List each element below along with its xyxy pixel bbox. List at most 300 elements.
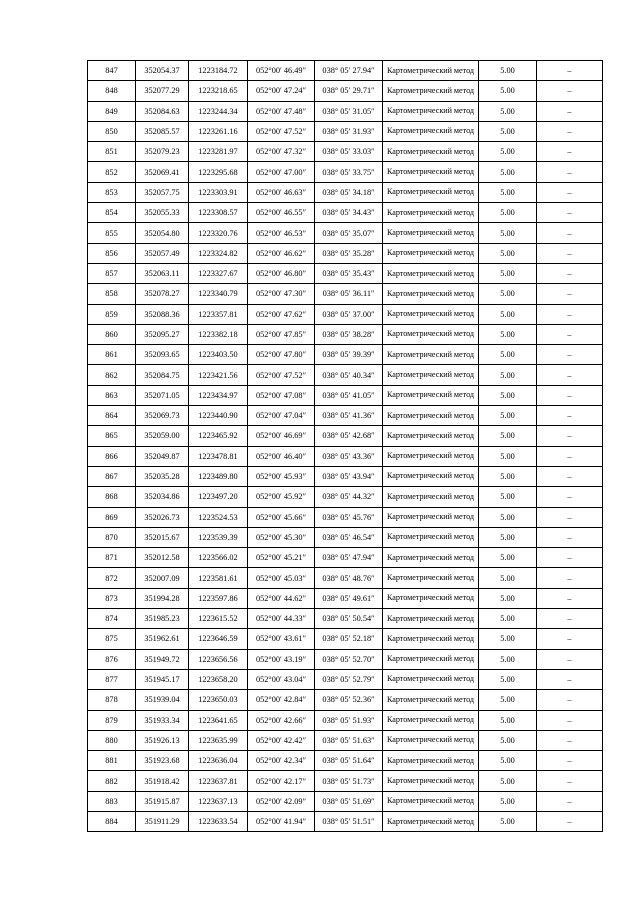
latitude-cell: 052°00′ 42.66″ (248, 710, 315, 730)
longitude-cell: 038° 05′ 31.05″ (315, 101, 383, 121)
table-row (88, 527, 603, 547)
point-number-cell: 854 (88, 203, 136, 223)
method-cell: Картометрический метод (383, 710, 479, 730)
table-row (88, 669, 603, 689)
x-coordinate-cell: 352054.37 (136, 61, 189, 81)
point-number-cell: 857 (88, 263, 136, 283)
note-cell: – (537, 771, 603, 791)
x-coordinate-cell: 351911.29 (136, 811, 189, 831)
latitude-cell: 052°00′ 47.30″ (248, 284, 315, 304)
precision-cell: 5.00 (479, 121, 537, 141)
latitude-cell: 052°00′ 45.21″ (248, 548, 315, 568)
table-row (88, 751, 603, 771)
table-row (88, 243, 603, 263)
coordinates-table (87, 60, 603, 832)
precision-cell: 5.00 (479, 629, 537, 649)
table-row (88, 690, 603, 710)
method-cell: Картометрический метод (383, 243, 479, 263)
note-cell: – (537, 426, 603, 446)
precision-cell: 5.00 (479, 527, 537, 547)
latitude-cell: 052°00′ 47.08″ (248, 385, 315, 405)
table-row (88, 649, 603, 669)
longitude-cell: 038° 05′ 41.05″ (315, 385, 383, 405)
point-number-cell: 850 (88, 121, 136, 141)
latitude-cell: 052°00′ 47.24″ (248, 81, 315, 101)
longitude-cell: 038° 05′ 50.54″ (315, 609, 383, 629)
table-row (88, 142, 603, 162)
latitude-cell: 052°00′ 43.19″ (248, 649, 315, 669)
longitude-cell: 038° 05′ 51.63″ (315, 730, 383, 750)
longitude-cell: 038° 05′ 35.07″ (315, 223, 383, 243)
x-coordinate-cell: 352084.75 (136, 365, 189, 385)
point-number-cell: 872 (88, 568, 136, 588)
precision-cell: 5.00 (479, 406, 537, 426)
x-coordinate-cell: 351918.42 (136, 771, 189, 791)
table-row (88, 771, 603, 791)
x-coordinate-cell: 351915.87 (136, 791, 189, 811)
note-cell: – (537, 345, 603, 365)
point-number-cell: 852 (88, 162, 136, 182)
method-cell: Картометрический метод (383, 649, 479, 669)
precision-cell: 5.00 (479, 324, 537, 344)
note-cell: – (537, 203, 603, 223)
table-row (88, 223, 603, 243)
longitude-cell: 038° 05′ 45.76″ (315, 507, 383, 527)
note-cell: – (537, 243, 603, 263)
x-coordinate-cell: 352057.75 (136, 182, 189, 202)
x-coordinate-cell: 352085.57 (136, 121, 189, 141)
note-cell: – (537, 527, 603, 547)
latitude-cell: 052°00′ 46.40″ (248, 446, 315, 466)
precision-cell: 5.00 (479, 61, 537, 81)
method-cell: Картометрический метод (383, 223, 479, 243)
longitude-cell: 038° 05′ 47.94″ (315, 548, 383, 568)
longitude-cell: 038° 05′ 27.94″ (315, 61, 383, 81)
latitude-cell: 052°00′ 44.33″ (248, 609, 315, 629)
x-coordinate-cell: 351926.13 (136, 730, 189, 750)
y-coordinate-cell: 1223656.56 (189, 649, 248, 669)
method-cell: Картометрический метод (383, 771, 479, 791)
method-cell: Картометрический метод (383, 507, 479, 527)
x-coordinate-cell: 352015.67 (136, 527, 189, 547)
x-coordinate-cell: 351949.72 (136, 649, 189, 669)
x-coordinate-cell: 351933.34 (136, 710, 189, 730)
latitude-cell: 052°00′ 46.69″ (248, 426, 315, 446)
y-coordinate-cell: 1223636.04 (189, 751, 248, 771)
method-cell: Картометрический метод (383, 527, 479, 547)
x-coordinate-cell: 352078.27 (136, 284, 189, 304)
method-cell: Картометрический метод (383, 162, 479, 182)
note-cell: – (537, 487, 603, 507)
method-cell: Картометрический метод (383, 101, 479, 121)
precision-cell: 5.00 (479, 466, 537, 486)
table-row (88, 304, 603, 324)
longitude-cell: 038° 05′ 42.68″ (315, 426, 383, 446)
note-cell: – (537, 365, 603, 385)
y-coordinate-cell: 1223340.79 (189, 284, 248, 304)
table-row (88, 263, 603, 283)
method-cell: Картометрический метод (383, 81, 479, 101)
y-coordinate-cell: 1223635.99 (189, 730, 248, 750)
precision-cell: 5.00 (479, 243, 537, 263)
table-row (88, 568, 603, 588)
latitude-cell: 052°00′ 47.04″ (248, 406, 315, 426)
x-coordinate-cell: 352095.27 (136, 324, 189, 344)
point-number-cell: 849 (88, 101, 136, 121)
y-coordinate-cell: 1223637.81 (189, 771, 248, 791)
method-cell: Картометрический метод (383, 791, 479, 811)
longitude-cell: 038° 05′ 38.28″ (315, 324, 383, 344)
longitude-cell: 038° 05′ 39.39″ (315, 345, 383, 365)
y-coordinate-cell: 1223357.81 (189, 304, 248, 324)
note-cell: – (537, 690, 603, 710)
x-coordinate-cell: 351994.28 (136, 588, 189, 608)
point-number-cell: 874 (88, 609, 136, 629)
precision-cell: 5.00 (479, 568, 537, 588)
latitude-cell: 052°00′ 46.63″ (248, 182, 315, 202)
point-number-cell: 863 (88, 385, 136, 405)
method-cell: Картометрический метод (383, 142, 479, 162)
method-cell: Картометрический метод (383, 121, 479, 141)
table-row (88, 446, 603, 466)
x-coordinate-cell: 352007.09 (136, 568, 189, 588)
table-row (88, 466, 603, 486)
y-coordinate-cell: 1223597.86 (189, 588, 248, 608)
x-coordinate-cell: 352063.11 (136, 263, 189, 283)
latitude-cell: 052°00′ 42.09″ (248, 791, 315, 811)
table-row (88, 203, 603, 223)
precision-cell: 5.00 (479, 304, 537, 324)
latitude-cell: 052°00′ 44.62″ (248, 588, 315, 608)
table-row (88, 588, 603, 608)
precision-cell: 5.00 (479, 142, 537, 162)
point-number-cell: 873 (88, 588, 136, 608)
x-coordinate-cell: 352035.28 (136, 466, 189, 486)
point-number-cell: 847 (88, 61, 136, 81)
y-coordinate-cell: 1223615.52 (189, 609, 248, 629)
table-row (88, 365, 603, 385)
y-coordinate-cell: 1223218.65 (189, 81, 248, 101)
y-coordinate-cell: 1223434.97 (189, 385, 248, 405)
point-number-cell: 862 (88, 365, 136, 385)
longitude-cell: 038° 05′ 29.71″ (315, 81, 383, 101)
table-row (88, 345, 603, 365)
point-number-cell: 851 (88, 142, 136, 162)
precision-cell: 5.00 (479, 203, 537, 223)
method-cell: Картометрический метод (383, 304, 479, 324)
note-cell: – (537, 324, 603, 344)
note-cell: – (537, 791, 603, 811)
longitude-cell: 038° 05′ 34.18″ (315, 182, 383, 202)
latitude-cell: 052°00′ 43.61″ (248, 629, 315, 649)
x-coordinate-cell: 352071.05 (136, 385, 189, 405)
latitude-cell: 052°00′ 47.80″ (248, 345, 315, 365)
x-coordinate-cell: 352069.73 (136, 406, 189, 426)
note-cell: – (537, 263, 603, 283)
precision-cell: 5.00 (479, 263, 537, 283)
point-number-cell: 878 (88, 690, 136, 710)
x-coordinate-cell: 352077.29 (136, 81, 189, 101)
point-number-cell: 870 (88, 527, 136, 547)
note-cell: – (537, 284, 603, 304)
x-coordinate-cell: 351945.17 (136, 669, 189, 689)
precision-cell: 5.00 (479, 669, 537, 689)
note-cell: – (537, 751, 603, 771)
method-cell: Картометрический метод (383, 466, 479, 486)
x-coordinate-cell: 352093.65 (136, 345, 189, 365)
point-number-cell: 859 (88, 304, 136, 324)
y-coordinate-cell: 1223261.16 (189, 121, 248, 141)
y-coordinate-cell: 1223650.03 (189, 690, 248, 710)
x-coordinate-cell: 352049.87 (136, 446, 189, 466)
precision-cell: 5.00 (479, 690, 537, 710)
y-coordinate-cell: 1223440.90 (189, 406, 248, 426)
note-cell: – (537, 101, 603, 121)
longitude-cell: 038° 05′ 51.93″ (315, 710, 383, 730)
precision-cell: 5.00 (479, 609, 537, 629)
table-row (88, 101, 603, 121)
longitude-cell: 038° 05′ 48.76″ (315, 568, 383, 588)
method-cell: Картометрический метод (383, 406, 479, 426)
longitude-cell: 038° 05′ 33.03″ (315, 142, 383, 162)
latitude-cell: 052°00′ 45.92″ (248, 487, 315, 507)
y-coordinate-cell: 1223184.72 (189, 61, 248, 81)
table-row (88, 385, 603, 405)
point-number-cell: 879 (88, 710, 136, 730)
y-coordinate-cell: 1223658.20 (189, 669, 248, 689)
x-coordinate-cell: 352012.58 (136, 548, 189, 568)
longitude-cell: 038° 05′ 41.36″ (315, 406, 383, 426)
precision-cell: 5.00 (479, 771, 537, 791)
method-cell: Картометрический метод (383, 690, 479, 710)
method-cell: Картометрический метод (383, 609, 479, 629)
precision-cell: 5.00 (479, 426, 537, 446)
latitude-cell: 052°00′ 41.94″ (248, 811, 315, 831)
latitude-cell: 052°00′ 47.00″ (248, 162, 315, 182)
precision-cell: 5.00 (479, 588, 537, 608)
latitude-cell: 052°00′ 46.62″ (248, 243, 315, 263)
method-cell: Картометрический метод (383, 182, 479, 202)
longitude-cell: 038° 05′ 34.43″ (315, 203, 383, 223)
latitude-cell: 052°00′ 45.66″ (248, 507, 315, 527)
point-number-cell: 865 (88, 426, 136, 446)
y-coordinate-cell: 1223489.80 (189, 466, 248, 486)
latitude-cell: 052°00′ 47.52″ (248, 365, 315, 385)
table-row (88, 121, 603, 141)
latitude-cell: 052°00′ 45.30″ (248, 527, 315, 547)
point-number-cell: 867 (88, 466, 136, 486)
point-number-cell: 877 (88, 669, 136, 689)
point-number-cell: 858 (88, 284, 136, 304)
x-coordinate-cell: 352084.63 (136, 101, 189, 121)
table-row (88, 61, 603, 81)
point-number-cell: 864 (88, 406, 136, 426)
precision-cell: 5.00 (479, 101, 537, 121)
longitude-cell: 038° 05′ 52.18″ (315, 629, 383, 649)
longitude-cell: 038° 05′ 49.61″ (315, 588, 383, 608)
longitude-cell: 038° 05′ 36.11″ (315, 284, 383, 304)
precision-cell: 5.00 (479, 811, 537, 831)
note-cell: – (537, 142, 603, 162)
point-number-cell: 869 (88, 507, 136, 527)
note-cell: – (537, 669, 603, 689)
longitude-cell: 038° 05′ 46.54″ (315, 527, 383, 547)
note-cell: – (537, 121, 603, 141)
point-number-cell: 853 (88, 182, 136, 202)
precision-cell: 5.00 (479, 182, 537, 202)
longitude-cell: 038° 05′ 31.93″ (315, 121, 383, 141)
x-coordinate-cell: 351962.61 (136, 629, 189, 649)
precision-cell: 5.00 (479, 507, 537, 527)
method-cell: Картометрический метод (383, 426, 479, 446)
y-coordinate-cell: 1223421.56 (189, 365, 248, 385)
y-coordinate-cell: 1223320.76 (189, 223, 248, 243)
method-cell: Картометрический метод (383, 365, 479, 385)
table-row (88, 629, 603, 649)
method-cell: Картометрический метод (383, 61, 479, 81)
latitude-cell: 052°00′ 42.84″ (248, 690, 315, 710)
method-cell: Картометрический метод (383, 284, 479, 304)
longitude-cell: 038° 05′ 51.73″ (315, 771, 383, 791)
precision-cell: 5.00 (479, 162, 537, 182)
longitude-cell: 038° 05′ 51.69″ (315, 791, 383, 811)
note-cell: – (537, 507, 603, 527)
note-cell: – (537, 548, 603, 568)
method-cell: Картометрический метод (383, 568, 479, 588)
longitude-cell: 038° 05′ 43.94″ (315, 466, 383, 486)
note-cell: – (537, 710, 603, 730)
latitude-cell: 052°00′ 42.17″ (248, 771, 315, 791)
table-row (88, 811, 603, 831)
y-coordinate-cell: 1223382.18 (189, 324, 248, 344)
table-row (88, 324, 603, 344)
precision-cell: 5.00 (479, 81, 537, 101)
latitude-cell: 052°00′ 47.48″ (248, 101, 315, 121)
longitude-cell: 038° 05′ 37.00″ (315, 304, 383, 324)
note-cell: – (537, 609, 603, 629)
precision-cell: 5.00 (479, 649, 537, 669)
x-coordinate-cell: 351985.23 (136, 609, 189, 629)
point-number-cell: 855 (88, 223, 136, 243)
note-cell: – (537, 446, 603, 466)
y-coordinate-cell: 1223308.57 (189, 203, 248, 223)
table-row (88, 284, 603, 304)
point-number-cell: 860 (88, 324, 136, 344)
method-cell: Картометрический метод (383, 345, 479, 365)
table-row (88, 730, 603, 750)
y-coordinate-cell: 1223327.67 (189, 263, 248, 283)
y-coordinate-cell: 1223524.53 (189, 507, 248, 527)
precision-cell: 5.00 (479, 365, 537, 385)
note-cell: – (537, 81, 603, 101)
longitude-cell: 038° 05′ 35.43″ (315, 263, 383, 283)
method-cell: Картометрический метод (383, 811, 479, 831)
point-number-cell: 884 (88, 811, 136, 831)
method-cell: Картометрический метод (383, 385, 479, 405)
y-coordinate-cell: 1223497.20 (189, 487, 248, 507)
table-row (88, 487, 603, 507)
table-row (88, 548, 603, 568)
x-coordinate-cell: 352034.86 (136, 487, 189, 507)
method-cell: Картометрический метод (383, 203, 479, 223)
longitude-cell: 038° 05′ 33.75″ (315, 162, 383, 182)
method-cell: Картометрический метод (383, 446, 479, 466)
precision-cell: 5.00 (479, 548, 537, 568)
longitude-cell: 038° 05′ 51.64″ (315, 751, 383, 771)
table-row (88, 182, 603, 202)
note-cell: – (537, 588, 603, 608)
longitude-cell: 038° 05′ 40.34″ (315, 365, 383, 385)
longitude-cell: 038° 05′ 52.79″ (315, 669, 383, 689)
point-number-cell: 880 (88, 730, 136, 750)
precision-cell: 5.00 (479, 487, 537, 507)
point-number-cell: 861 (88, 345, 136, 365)
point-number-cell: 881 (88, 751, 136, 771)
y-coordinate-cell: 1223303.91 (189, 182, 248, 202)
latitude-cell: 052°00′ 46.55″ (248, 203, 315, 223)
latitude-cell: 052°00′ 43.04″ (248, 669, 315, 689)
latitude-cell: 052°00′ 47.62″ (248, 304, 315, 324)
latitude-cell: 052°00′ 46.53″ (248, 223, 315, 243)
point-number-cell: 868 (88, 487, 136, 507)
x-coordinate-cell: 352057.49 (136, 243, 189, 263)
y-coordinate-cell: 1223465.92 (189, 426, 248, 446)
latitude-cell: 052°00′ 45.93″ (248, 466, 315, 486)
precision-cell: 5.00 (479, 385, 537, 405)
y-coordinate-cell: 1223324.82 (189, 243, 248, 263)
point-number-cell: 848 (88, 81, 136, 101)
y-coordinate-cell: 1223633.54 (189, 811, 248, 831)
precision-cell: 5.00 (479, 730, 537, 750)
precision-cell: 5.00 (479, 710, 537, 730)
note-cell: – (537, 223, 603, 243)
longitude-cell: 038° 05′ 35.28″ (315, 243, 383, 263)
latitude-cell: 052°00′ 46.80″ (248, 263, 315, 283)
table-row (88, 81, 603, 101)
table-row (88, 426, 603, 446)
latitude-cell: 052°00′ 42.34″ (248, 751, 315, 771)
method-cell: Картометрический метод (383, 751, 479, 771)
point-number-cell: 871 (88, 548, 136, 568)
y-coordinate-cell: 1223637.13 (189, 791, 248, 811)
latitude-cell: 052°00′ 47.32″ (248, 142, 315, 162)
x-coordinate-cell: 352026.73 (136, 507, 189, 527)
precision-cell: 5.00 (479, 751, 537, 771)
point-number-cell: 876 (88, 649, 136, 669)
x-coordinate-cell: 352079.23 (136, 142, 189, 162)
latitude-cell: 052°00′ 45.03″ (248, 568, 315, 588)
point-number-cell: 856 (88, 243, 136, 263)
table-row (88, 507, 603, 527)
longitude-cell: 038° 05′ 52.36″ (315, 690, 383, 710)
method-cell: Картометрический метод (383, 730, 479, 750)
longitude-cell: 038° 05′ 52.70″ (315, 649, 383, 669)
x-coordinate-cell: 352054.80 (136, 223, 189, 243)
y-coordinate-cell: 1223281.97 (189, 142, 248, 162)
y-coordinate-cell: 1223403.50 (189, 345, 248, 365)
latitude-cell: 052°00′ 47.52″ (248, 121, 315, 141)
table-row (88, 406, 603, 426)
table-row (88, 710, 603, 730)
point-number-cell: 883 (88, 791, 136, 811)
precision-cell: 5.00 (479, 223, 537, 243)
table-row (88, 609, 603, 629)
point-number-cell: 882 (88, 771, 136, 791)
precision-cell: 5.00 (479, 345, 537, 365)
y-coordinate-cell: 1223566.02 (189, 548, 248, 568)
x-coordinate-cell: 352088.36 (136, 304, 189, 324)
x-coordinate-cell: 351923.68 (136, 751, 189, 771)
